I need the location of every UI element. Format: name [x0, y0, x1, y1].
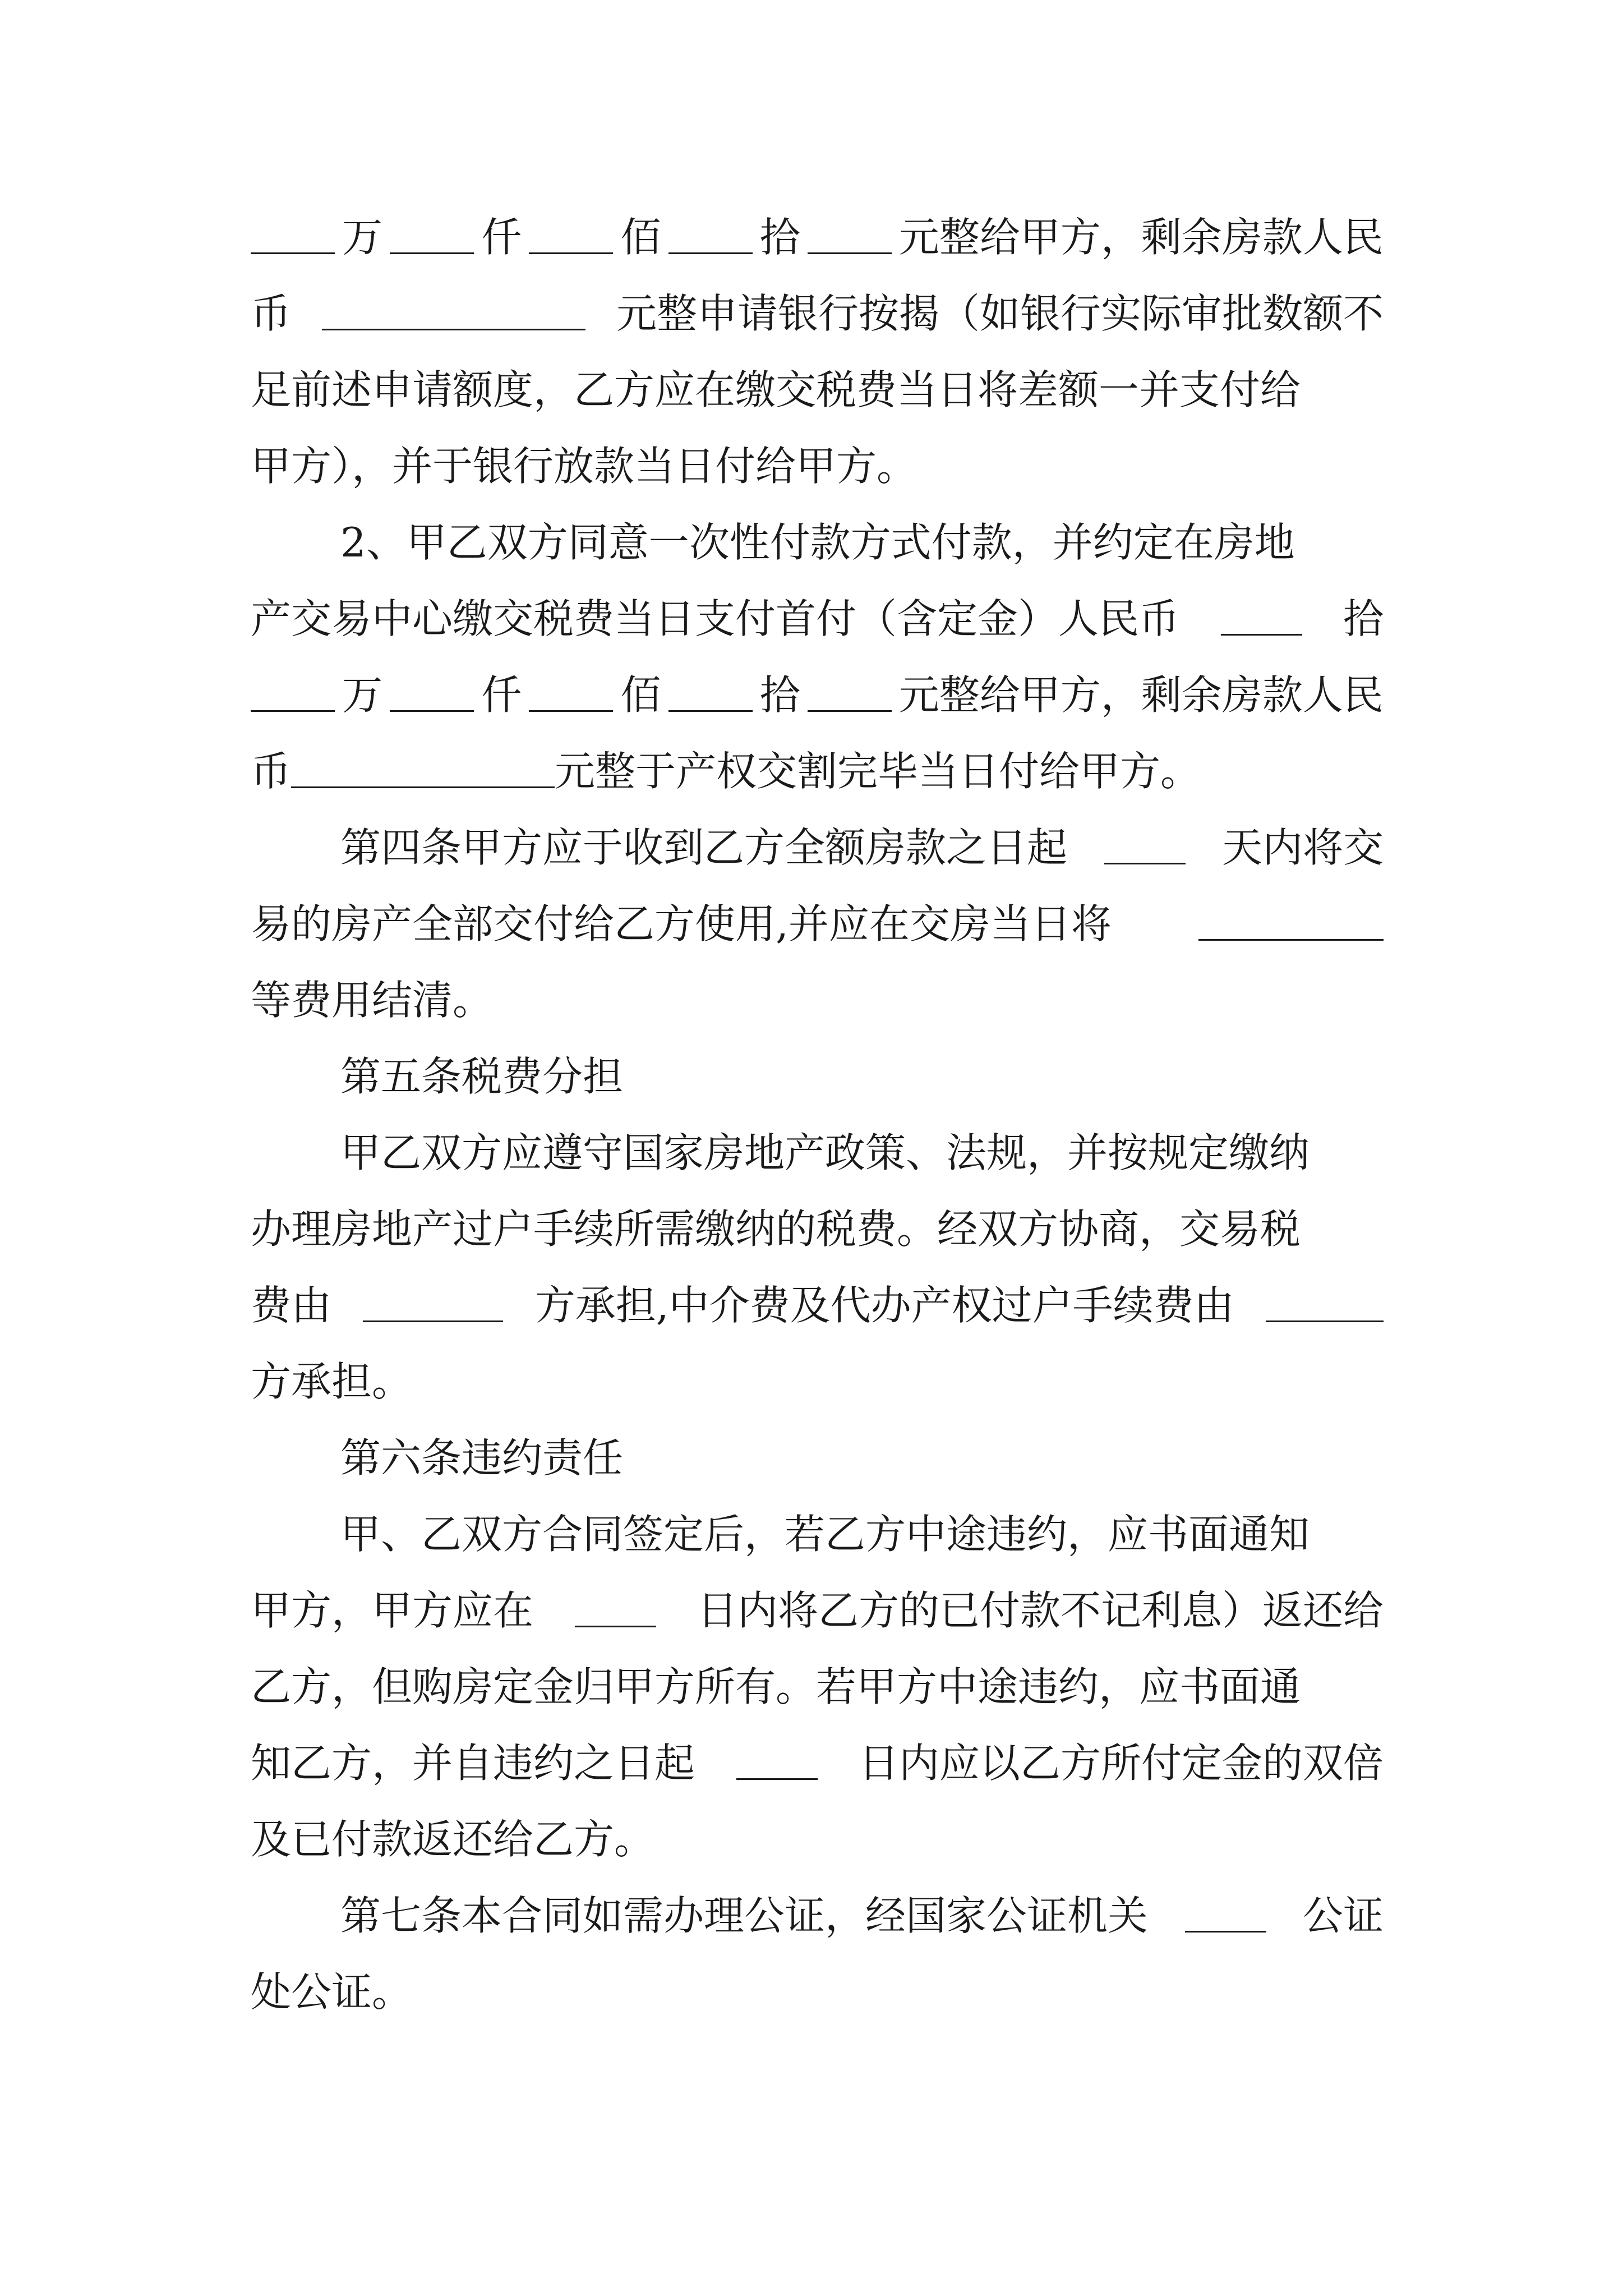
text-line [251, 1725, 1384, 1801]
text-segment: 币 [251, 748, 292, 795]
section-heading [251, 1420, 1384, 1496]
fill-in-blank[interactable] [529, 212, 613, 254]
fill-in-blank[interactable] [390, 670, 474, 712]
text-line [251, 886, 1384, 962]
text-line [251, 1572, 1384, 1649]
text-line [251, 1801, 1384, 1878]
text-line [251, 1649, 1384, 1725]
text-segment: 币 [251, 290, 292, 337]
text-segment: 第七条本合同如需办理公证，经国家公证机关 [340, 1892, 1149, 1939]
text-segment: 拾 [759, 671, 800, 719]
fill-in-blank[interactable] [736, 1738, 818, 1780]
fill-in-blank[interactable] [808, 670, 892, 712]
text-line [251, 1267, 1384, 1343]
fill-in-blank[interactable] [1104, 822, 1186, 864]
text-segment: 公证 [1302, 1892, 1384, 1939]
fill-in-blank[interactable] [668, 670, 753, 712]
text-segment: 甲、乙双方合同签定后，若乙方中途违约，应书面通知 [340, 1511, 1310, 1558]
fill-in-blank[interactable] [251, 212, 335, 254]
text-segment: 第五条税费分担 [340, 1053, 624, 1100]
text-segment: 元整申请银行按揭（如银行实际审批数额不 [616, 290, 1384, 337]
text-line [251, 1115, 1384, 1191]
text-line [251, 733, 1384, 809]
text-segment: 佰 [620, 214, 661, 261]
text-segment: 佰 [620, 671, 661, 719]
text-segment: 及已付款返还给乙方。 [251, 1816, 655, 1863]
fill-in-blank[interactable] [322, 288, 585, 330]
fill-in-blank[interactable] [668, 212, 753, 254]
text-segment: 方承担,中介费及代办产权过户手续费由 [534, 1282, 1234, 1329]
text-line [251, 1878, 1384, 1954]
text-segment: 天内将交 [1221, 824, 1384, 871]
text-segment: 方承担。 [251, 1358, 413, 1405]
text-segment: 元整给甲方，剩余房款人民 [898, 671, 1384, 719]
text-segment: 拾 [759, 214, 800, 261]
text-segment: 乙方，但购房定金归甲方所有。若甲方中途违约，应书面通 [251, 1663, 1301, 1710]
text-segment: 拾 [1343, 595, 1384, 642]
text-segment: 万 [342, 671, 383, 719]
fill-in-blank[interactable] [1185, 1890, 1266, 1932]
text-segment: 仟 [481, 214, 522, 261]
fill-in-blank[interactable] [291, 746, 555, 788]
text-segment: 日内将乙方的已付款不记利息）返还给 [697, 1587, 1384, 1634]
text-segment: 仟 [481, 671, 522, 719]
text-line [251, 275, 1384, 352]
text-segment: 产交易中心缴交税费当日支付首付（含定金）人民币 [251, 595, 1180, 642]
text-segment: 办理房地产过户手续所需缴纳的税费。经双方协商，交易税 [251, 1205, 1301, 1253]
text-segment: 费由 [251, 1282, 332, 1329]
text-line [251, 1954, 1384, 2030]
text-line [251, 504, 1384, 581]
text-line [251, 657, 1384, 733]
text-segment: 元整于产权交割完毕当日付给甲方。 [555, 748, 1201, 795]
fill-in-blank[interactable] [363, 1280, 503, 1322]
text-line [251, 1496, 1384, 1572]
fill-in-blank[interactable] [808, 212, 892, 254]
text-segment: 第四条甲方应于收到乙方全额房款之日起 [340, 824, 1068, 871]
text-line [251, 962, 1384, 1038]
text-segment: 足前述申请额度，乙方应在缴交税费当日将差额一并支付给 [251, 366, 1301, 413]
fill-in-blank[interactable] [1198, 899, 1384, 941]
text-line [251, 428, 1384, 504]
section-heading [251, 1038, 1384, 1115]
document-body [251, 199, 1384, 2030]
text-segment: 知乙方，并自违约之日起 [251, 1740, 695, 1787]
fill-in-blank[interactable] [575, 1585, 656, 1627]
text-segment: 甲方），并于银行放款当日付给甲方。 [251, 443, 917, 490]
fill-in-blank[interactable] [1221, 593, 1302, 636]
fill-in-blank[interactable] [1266, 1280, 1384, 1322]
text-line [251, 1191, 1384, 1267]
text-line [251, 199, 1384, 275]
text-segment: 甲乙双方应遵守国家房地产政策、法规，并按规定缴纳 [340, 1129, 1310, 1176]
text-segment: 元整给甲方，剩余房款人民 [898, 214, 1384, 261]
text-segment: 甲方，甲方应在 [251, 1587, 534, 1634]
fill-in-blank[interactable] [529, 670, 613, 712]
text-segment: 等费用结清。 [251, 977, 494, 1024]
fill-in-blank[interactable] [251, 670, 335, 712]
text-segment: 2、甲乙双方同意一次性付款方式付款，并约定在房地 [340, 519, 1295, 566]
text-segment: 处公证。 [251, 1968, 413, 2016]
text-line [251, 581, 1384, 657]
text-line [251, 1343, 1384, 1420]
text-line [251, 809, 1384, 886]
text-segment: 易的房产全部交付给乙方使用,并应在交房当日将 [251, 900, 1112, 947]
text-line [251, 352, 1384, 428]
text-segment: 万 [342, 214, 383, 261]
fill-in-blank[interactable] [390, 212, 474, 254]
text-segment: 第六条违约责任 [340, 1434, 624, 1481]
text-segment: 日内应以乙方所付定金的双倍 [858, 1740, 1384, 1787]
